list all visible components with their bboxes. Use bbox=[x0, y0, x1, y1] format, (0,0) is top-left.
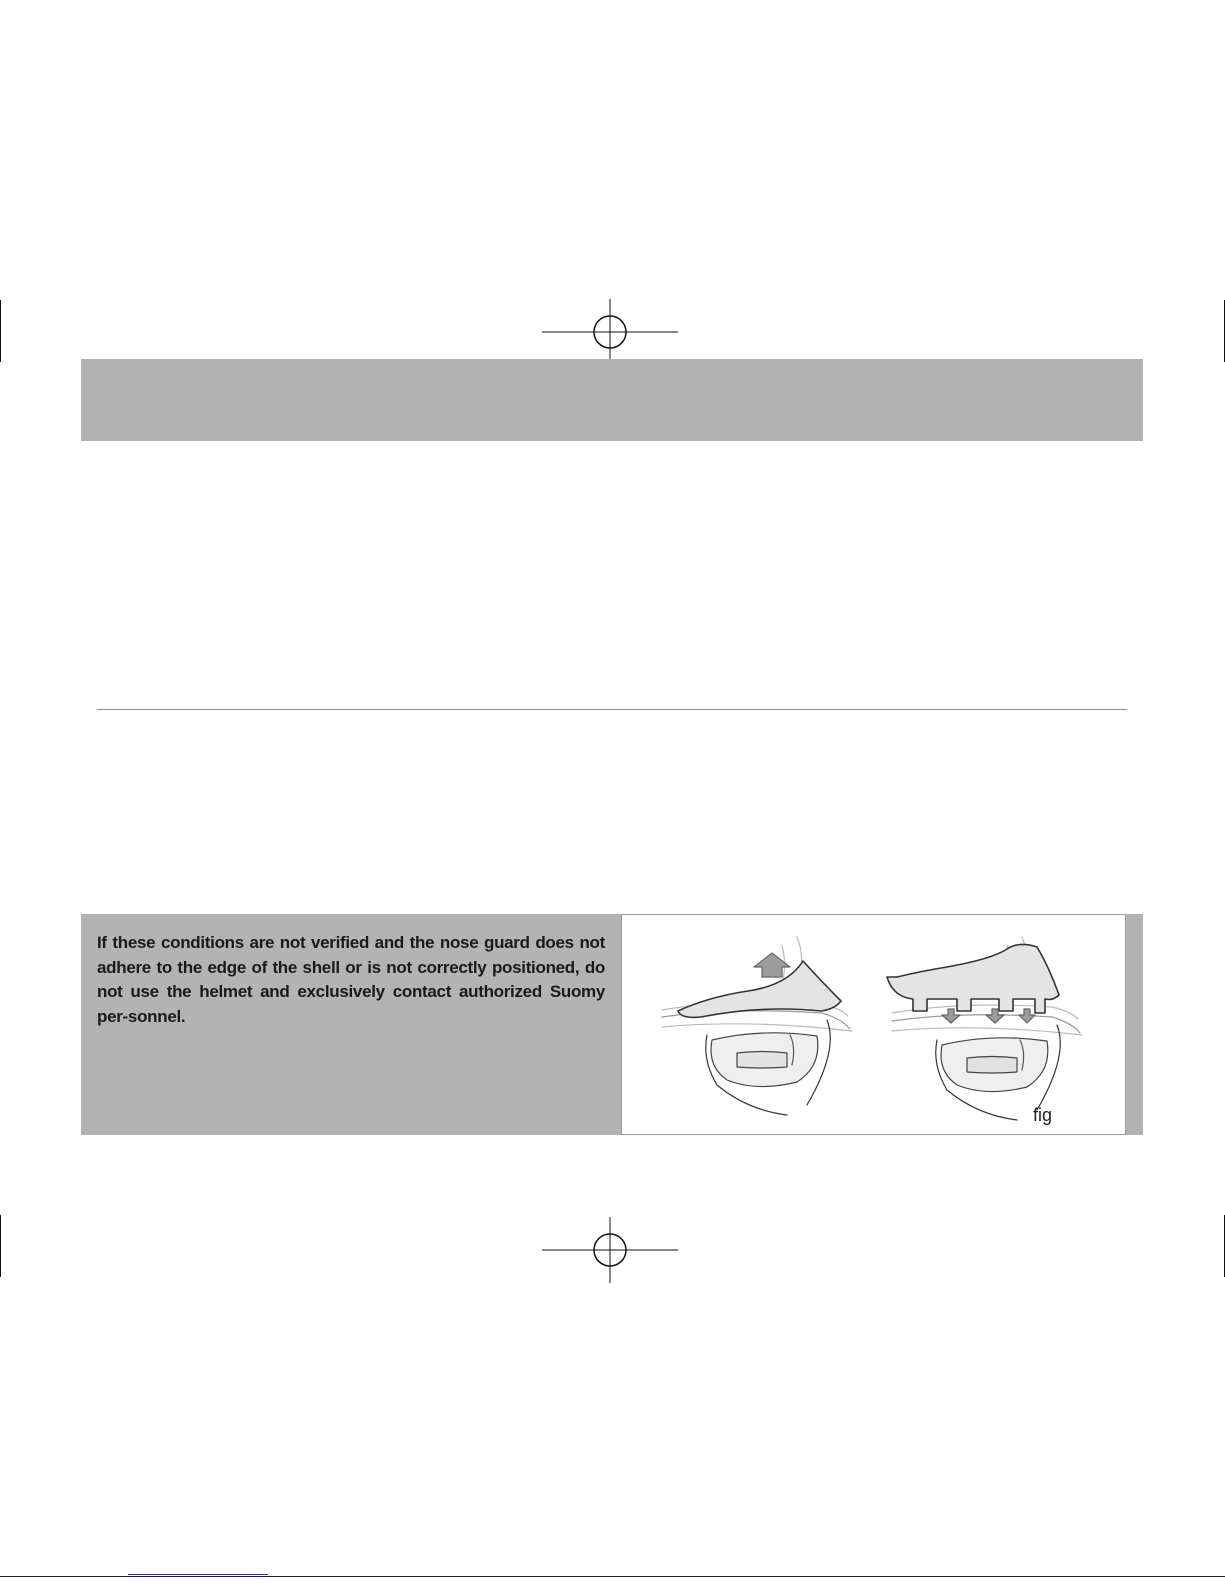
header-band bbox=[81, 359, 1143, 441]
page-bottom-line bbox=[0, 1576, 1225, 1577]
figure-panel bbox=[621, 914, 1126, 1135]
nose-guard-illustration bbox=[622, 915, 1125, 1134]
crop-mark-bottom-left bbox=[0, 1215, 1, 1277]
footer-link-underline bbox=[128, 1574, 268, 1575]
section-divider bbox=[97, 709, 1127, 710]
crop-mark-top-left bbox=[0, 300, 1, 362]
registration-mark-bottom bbox=[540, 1215, 680, 1285]
figure-caption: fig bbox=[1033, 1105, 1053, 1125]
registration-mark-top bbox=[540, 297, 680, 367]
warning-text: If these conditions are not verified and the nose guard does not adhere to the edge of the shell or is not correctly positioned, do not use the helmet and exclusively contact authorized Suomy per-sonnel. bbox=[97, 933, 605, 1026]
